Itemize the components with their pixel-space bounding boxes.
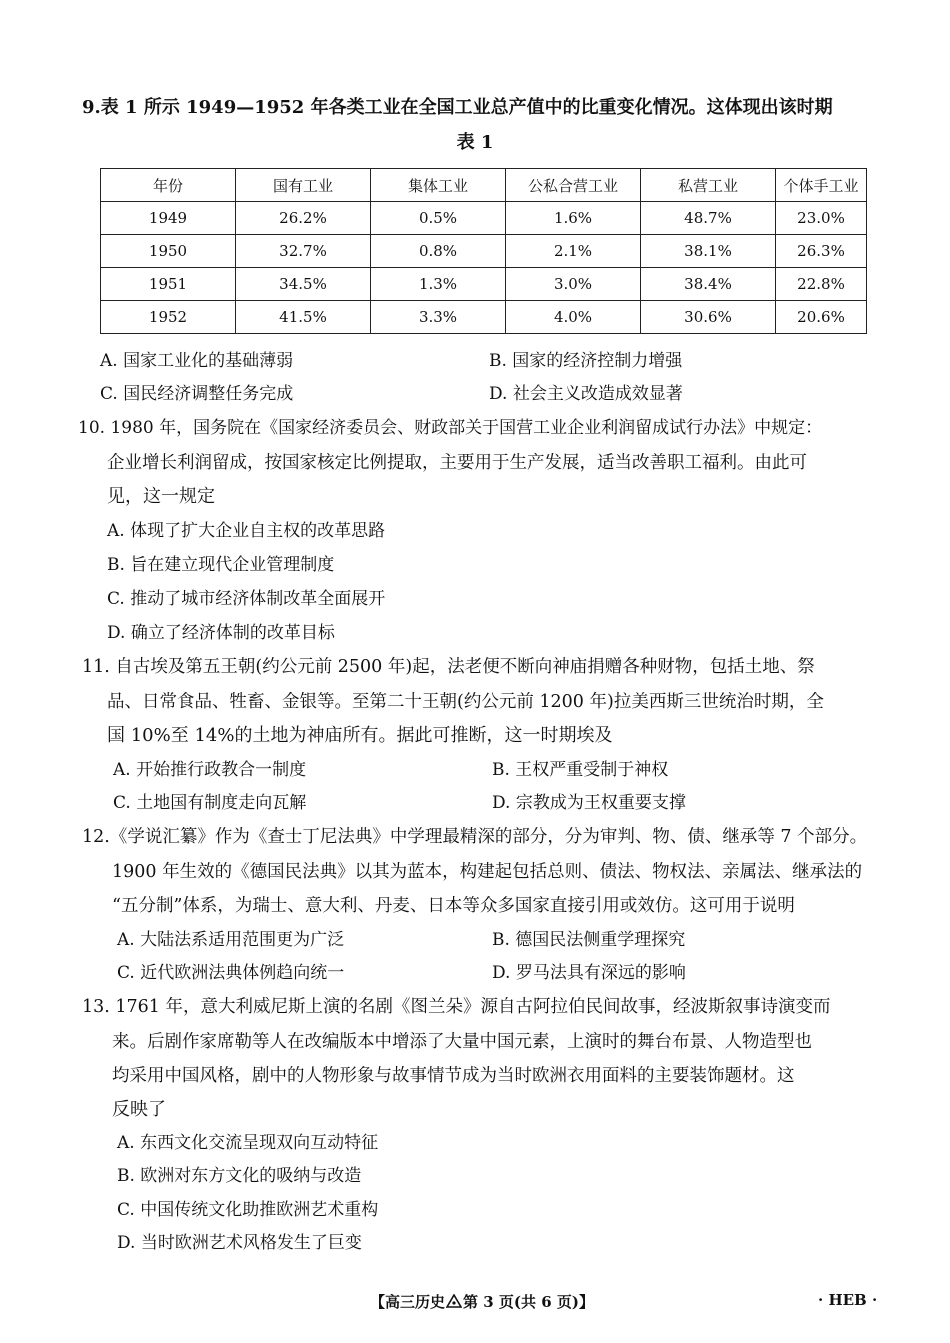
q12-stem-line: 12.《学说汇纂》作为《查士丁尼法典》中学理最精深的部分，分为审判、物、债、继承等 7 个部分。 <box>82 827 868 847</box>
industry-table <box>100 168 867 334</box>
table-cell: 26.3% <box>776 235 867 268</box>
q11-stem-line: 国 10%至 14%的土地为神庙所有。据此可推断，这一时期埃及 <box>107 725 613 746</box>
q13-stem-line: 反映了 <box>112 1099 166 1120</box>
q11-option-c[interactable]: C. 土地国有制度走向瓦解 <box>113 793 307 813</box>
q10-stem-line: 企业增长利润留成，按国家核定比例提取，主要用于生产发展，适当改善职工福利。由此可 <box>107 453 807 473</box>
table-row <box>101 268 867 301</box>
q13-option-b[interactable]: B. 欧洲对东方文化的吸纳与改造 <box>117 1166 362 1186</box>
q11-option-a[interactable]: A. 开始推行政教合一制度 <box>113 760 307 780</box>
table-row <box>101 301 867 334</box>
table-cell: 1950 <box>101 235 236 268</box>
q12-option-b[interactable]: B. 德国民法侧重学理探究 <box>492 930 686 950</box>
table-cell: 0.8% <box>371 235 506 268</box>
table-cell: 30.6% <box>641 301 776 334</box>
q12-option-d[interactable]: D. 罗马法具有深远的影响 <box>492 963 686 983</box>
footer-subject: 【高三历史 <box>370 1293 446 1311</box>
table-header: 个体手工业 <box>776 169 867 202</box>
q13-option-d[interactable]: D. 当时欧洲艺术风格发生了巨变 <box>117 1233 362 1253</box>
page-footer <box>370 1291 594 1312</box>
table-cell: 32.7% <box>236 235 371 268</box>
q9-option-d[interactable]: D. 社会主义改造成效显著 <box>489 384 683 404</box>
footer-code: · HEB · <box>818 1291 878 1309</box>
table-cell: 34.5% <box>236 268 371 301</box>
table-cell: 2.1% <box>506 235 641 268</box>
q13-stem-line: 13. 1761 年，意大利威尼斯上演的名剧《图兰朵》源自古阿拉伯民间故事，经波斯叙事诗演变而 <box>82 997 831 1017</box>
q11-stem-line: 品、日常食品、牲畜、金银等。至第二十王朝(约公元前 1200 年)拉美西斯三世统治时期，全 <box>107 692 824 712</box>
table-cell: 1952 <box>101 301 236 334</box>
table-header: 集体工业 <box>371 169 506 202</box>
q10-option-c[interactable]: C. 推动了城市经济体制改革全面展开 <box>107 589 386 609</box>
triangle-mark-icon <box>446 1294 462 1308</box>
q11-option-d[interactable]: D. 宗教成为王权重要支撑 <box>492 793 686 813</box>
table-cell: 1949 <box>101 202 236 235</box>
table-cell: 23.0% <box>776 202 867 235</box>
table-cell: 4.0% <box>506 301 641 334</box>
q12-stem-line: “五分制”体系，为瑞士、意大利、丹麦、日本等众多国家直接引用或效仿。这可用于说明 <box>112 896 795 916</box>
table-cell: 3.0% <box>506 268 641 301</box>
footer-page-number: 第 3 页(共 6 页)】 <box>463 1293 594 1311</box>
table-cell: 20.6% <box>776 301 867 334</box>
q10-option-d[interactable]: D. 确立了经济体制的改革目标 <box>107 623 335 643</box>
table-header: 公私合营工业 <box>506 169 641 202</box>
q12-stem-line: 1900 年生效的《德国民法典》以其为蓝本，构建起包括总则、债法、物权法、亲属法、继承法的 <box>112 862 863 882</box>
q9-option-a[interactable]: A. 国家工业化的基础薄弱 <box>100 351 294 371</box>
q9-stem: 9.表 1 所示 1949—1952 年各类工业在全国工业总产值中的比重变化情况。这体现出该时期 <box>82 97 833 118</box>
table-cell: 41.5% <box>236 301 371 334</box>
q9-option-c[interactable]: C. 国民经济调整任务完成 <box>100 384 294 404</box>
table-header: 年份 <box>101 169 236 202</box>
table-cell: 38.4% <box>641 268 776 301</box>
table-cell: 1951 <box>101 268 236 301</box>
q11-option-b[interactable]: B. 王权严重受制于神权 <box>492 760 669 780</box>
q13-stem-line: 来。后剧作家席勒等人在改编版本中增添了大量中国元素，上演时的舞台布景、人物造型也 <box>112 1032 812 1052</box>
q10-stem-line: 见，这一规定 <box>107 486 215 507</box>
table-header: 私营工业 <box>641 169 776 202</box>
table-header-row <box>101 169 867 202</box>
q10-option-a[interactable]: A. 体现了扩大企业自主权的改革思路 <box>107 521 386 541</box>
table-cell: 38.1% <box>641 235 776 268</box>
q11-stem-line: 11. 自古埃及第五王朝(约公元前 2500 年)起，法老便不断向神庙捐赠各种财物，包括土地、祭 <box>82 657 815 677</box>
table-header: 国有工业 <box>236 169 371 202</box>
q13-option-c[interactable]: C. 中国传统文化助推欧洲艺术重构 <box>117 1200 379 1220</box>
table-cell: 0.5% <box>371 202 506 235</box>
q13-option-a[interactable]: A. 东西文化交流呈现双向互动特征 <box>117 1133 379 1153</box>
q10-stem-line: 10. 1980 年，国务院在《国家经济委员会、财政部关于国营工业企业利润留成试行办法》中规定： <box>78 418 823 438</box>
q12-option-a[interactable]: A. 大陆法系适用范围更为广泛 <box>117 930 345 950</box>
q10-option-b[interactable]: B. 旨在建立现代企业管理制度 <box>107 555 335 575</box>
table-title: 表 1 <box>456 132 494 153</box>
table-cell: 26.2% <box>236 202 371 235</box>
table-cell: 22.8% <box>776 268 867 301</box>
table-row <box>101 202 867 235</box>
q12-option-c[interactable]: C. 近代欧洲法典体例趋向统一 <box>117 963 345 983</box>
table-cell: 1.3% <box>371 268 506 301</box>
table-cell: 48.7% <box>641 202 776 235</box>
table-row <box>101 235 867 268</box>
q13-stem-line: 均采用中国风格，剧中的人物形象与故事情节成为当时欧洲衣用面料的主要装饰题材。这 <box>112 1066 795 1086</box>
q9-option-b[interactable]: B. 国家的经济控制力增强 <box>489 351 683 371</box>
table-cell: 1.6% <box>506 202 641 235</box>
table-cell: 3.3% <box>371 301 506 334</box>
